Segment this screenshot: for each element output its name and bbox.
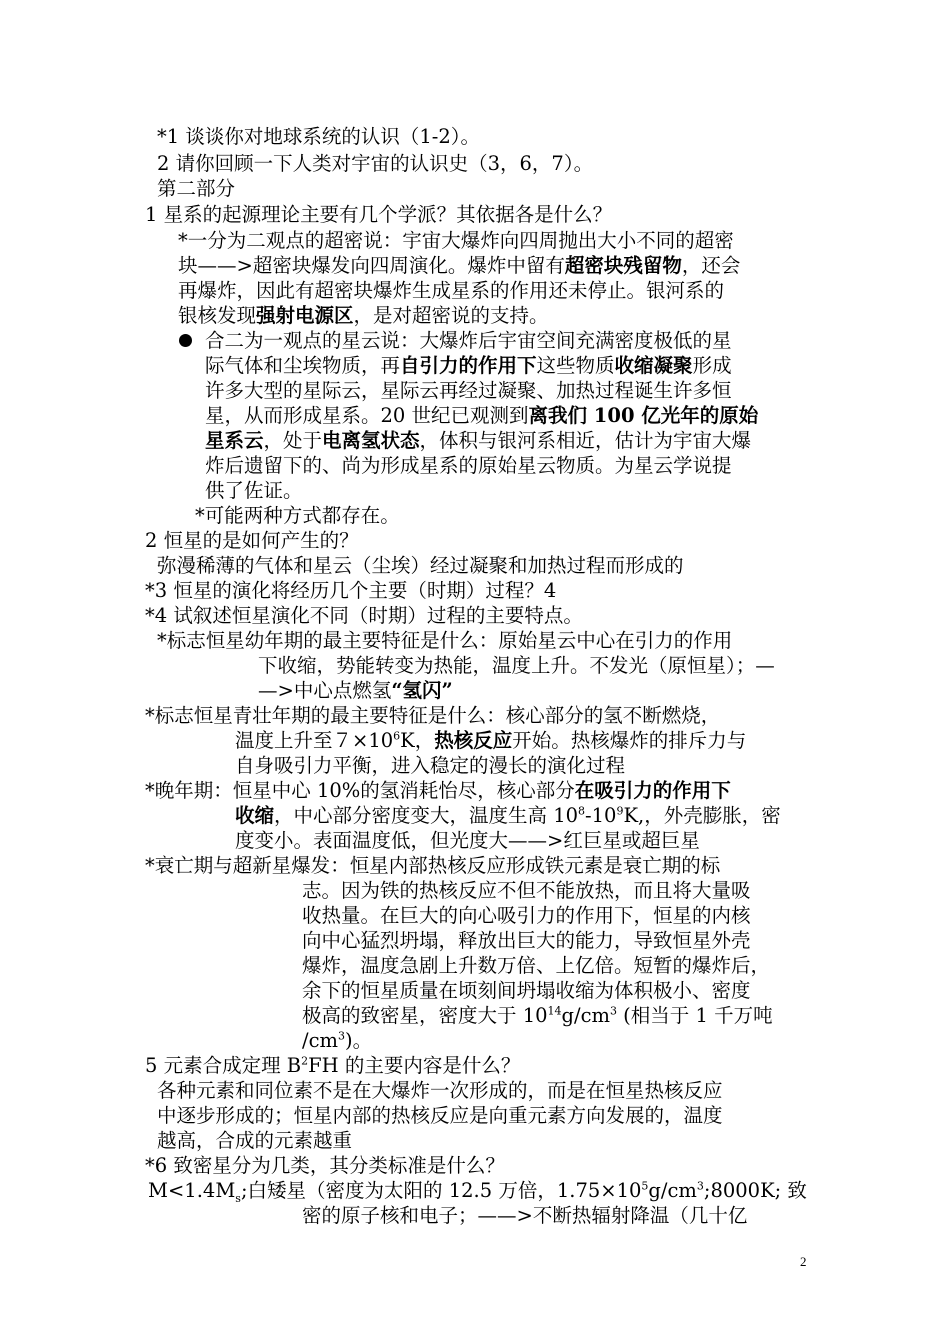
superscript: 3 — [696, 1179, 704, 1193]
bold-text: 在吸引力的作用下 — [574, 779, 731, 802]
text-run: ，是对超密说的支持。 — [353, 304, 549, 327]
bold-text: 自引力的作用下 — [400, 354, 537, 377]
text-line — [205, 453, 732, 478]
text-run: *3 恒星的演化将经历几个主要（时期）过程？4 — [145, 579, 557, 602]
text-line — [178, 253, 740, 278]
text-line — [157, 124, 480, 149]
text-run: *晚年期：恒星中心 10%的氢消耗怡尽，核心部分 — [145, 779, 575, 802]
superscript: 9 — [616, 804, 624, 818]
text-line — [195, 503, 400, 528]
text-run: ，中心部分密度变大，温度生高 10 — [274, 804, 579, 827]
text-run: )。 — [344, 1029, 373, 1052]
text-run: 第二部分 — [157, 177, 236, 200]
text-run: (相当于 1 千万吨 — [616, 1004, 773, 1027]
text-line — [235, 828, 700, 853]
bold-text: 热核反应 — [434, 729, 513, 752]
superscript: 3 — [337, 1029, 345, 1043]
text-run: 这些物质 — [536, 354, 615, 377]
text-line — [205, 478, 303, 503]
text-line — [157, 151, 593, 176]
bold-text: “氢闪” — [391, 679, 453, 702]
text-run: 收热量。在巨大的向心吸引力的作用下，恒星的内核 — [302, 904, 751, 927]
text-run: K， — [400, 729, 435, 752]
text-line — [157, 628, 732, 653]
text-run: K,，外壳膨胀，密 — [623, 804, 781, 827]
text-line — [302, 878, 751, 903]
text-run: 志。因为铁的热核反应不但不能放热，而且将大量吸 — [302, 879, 751, 902]
text-line — [178, 303, 549, 328]
superscript: 8 — [578, 804, 586, 818]
text-run: 极高的致密星，密度大于 10 — [302, 1004, 548, 1027]
bold-text: 星系云 — [205, 429, 264, 452]
text-line — [145, 603, 583, 628]
bold-text: 收缩凝聚 — [614, 354, 693, 377]
text-line — [145, 1053, 520, 1078]
text-line — [145, 528, 359, 553]
text-run: 银核发现 — [178, 304, 257, 327]
text-run: ，处于 — [263, 429, 323, 452]
text-run: *1 谈谈你对地球系统的认识（1-2）。 — [157, 125, 481, 148]
text-run: *标志恒星青壮年期的最主要特征是什么：核心部分的氢不断燃烧， — [145, 704, 721, 727]
superscript: 6 — [393, 729, 401, 743]
text-run: 中逐步形成的；恒星内部的热核反应是向重元素方向发展的，温度 — [157, 1104, 723, 1127]
text-line — [178, 228, 734, 253]
superscript: 3 — [609, 1004, 617, 1018]
text-line — [302, 903, 751, 928]
text-line — [302, 928, 751, 953]
text-line — [157, 176, 235, 201]
text-line — [157, 553, 684, 578]
text-line — [145, 578, 556, 603]
text-line — [235, 753, 625, 778]
text-run: 余下的恒星质量在顷刻间坍塌收缩为体积极小、密度 — [302, 979, 751, 1002]
text-line — [258, 678, 453, 703]
text-run: 2 请你回顾一下人类对宇宙的认识史（3，6，7）。 — [157, 152, 594, 175]
bold-text: 收缩 — [235, 804, 275, 827]
bold-text: 超密块残留物 — [564, 254, 682, 277]
bold-text: 电离氢状态 — [322, 429, 420, 452]
text-run: 度变小。表面温度低，但光度大——>红巨星或超巨星 — [235, 829, 700, 852]
text-line — [235, 728, 746, 753]
text-run: 5 元素合成定理 B — [145, 1054, 302, 1077]
superscript: 2 — [301, 1054, 309, 1068]
text-run: /cm — [302, 1029, 338, 1052]
text-line — [145, 1153, 505, 1178]
text-run: ，还会 — [681, 254, 741, 277]
text-line — [302, 1028, 372, 1053]
text-line — [205, 353, 732, 378]
text-run: 炸后遗留下的、尚为形成星系的原始星云物质。为星云学说提 — [205, 454, 732, 477]
superscript: 5 — [641, 1179, 649, 1193]
text-run: —>中心点燃氢 — [258, 679, 392, 702]
text-line — [148, 1178, 807, 1203]
text-run: *可能两种方式都存在。 — [195, 504, 400, 527]
text-line — [145, 778, 731, 803]
text-run: 越高，合成的元素越重 — [157, 1129, 353, 1152]
text-run: ;8000K; 致 — [703, 1179, 807, 1202]
text-line — [178, 278, 724, 303]
text-run: *4 试叙述恒星演化不同（时期）过程的主要特点。 — [145, 604, 583, 627]
text-run: 合二为一观点的星云说：大爆炸后宇宙空间充满密度极低的星 — [205, 329, 732, 352]
text-run: g/cm — [648, 1179, 697, 1202]
bullet-icon — [179, 334, 192, 347]
text-run: 爆炸，温度急剧上升数万倍、上亿倍。短暂的爆炸后， — [302, 954, 771, 977]
bold-text: 强射电源区 — [256, 304, 354, 327]
page-number: 2 — [800, 1254, 807, 1269]
text-run: 弥漫稀薄的气体和星云（尘埃）经过凝聚和加热过程而形成的 — [157, 554, 684, 577]
text-run: 向中心猛烈坍塌，释放出巨大的能力，导致恒星外壳 — [302, 929, 751, 952]
text-line — [205, 403, 758, 428]
text-run: 际气体和尘埃物质，再 — [205, 354, 401, 377]
text-run: *一分为二观点的超密说：宇宙大爆炸向四周抛出大小不同的超密 — [178, 229, 734, 252]
text-line — [157, 1128, 352, 1153]
text-line — [302, 978, 751, 1003]
text-run: 块——>超密块爆发向四周演化。爆炸中留有 — [178, 254, 565, 277]
text-run: 密的原子核和电子；——>不断热辐射降温（几十亿 — [302, 1204, 748, 1227]
text-run: -10 — [585, 804, 617, 827]
text-run: 星，从而形成星系。20 世纪已观测到 — [205, 404, 529, 427]
text-line — [205, 428, 751, 453]
text-run: 许多大型的星际云，星际云再经过凝聚、加热过程诞生许多恒 — [205, 379, 732, 402]
text-line — [145, 853, 720, 878]
text-line — [157, 1078, 723, 1103]
text-run: M<1.4M — [148, 1179, 236, 1202]
text-line — [302, 1203, 747, 1228]
text-run: FH 的主要内容是什么？ — [308, 1054, 521, 1077]
text-run: 1 星系的起源理论主要有几个学派？其依据各是什么？ — [145, 203, 613, 226]
text-line — [205, 378, 732, 403]
text-run: 供了佐证。 — [205, 479, 303, 502]
text-run: 开始。热核爆炸的排斥力与 — [512, 729, 747, 752]
bold-text: 离我们 100 亿光年的原始 — [528, 404, 759, 427]
text-line — [302, 1003, 773, 1028]
text-run: ;白矮星（密度为太阳的 12.5 万倍，1.75×10 — [240, 1179, 642, 1202]
text-line — [258, 653, 775, 678]
text-run: *6 致密星分为几类，其分类标准是什么？ — [145, 1154, 505, 1177]
text-line — [205, 328, 732, 353]
text-run: 温度上升至７×10 — [235, 729, 394, 752]
text-line — [145, 202, 612, 227]
text-line — [157, 1103, 723, 1128]
text-run: 再爆炸，因此有超密块爆炸生成星系的作用还未停止。银河系的 — [178, 279, 725, 302]
text-run: 形成 — [692, 354, 732, 377]
text-line — [235, 803, 781, 828]
text-run: 下收缩，势能转变为热能，温度上升。不发光（原恒星）；— — [258, 654, 775, 677]
text-run: 各种元素和同位素不是在大爆炸一次形成的，而是在恒星热核反应 — [157, 1079, 723, 1102]
text-run: *标志恒星幼年期的最主要特征是什么：原始星云中心在引力的作用 — [157, 629, 733, 652]
text-line — [302, 953, 770, 978]
text-run: 自身吸引力平衡，进入稳定的漫长的演化过程 — [235, 754, 626, 777]
text-run: 2 恒星的是如何产生的？ — [145, 529, 359, 552]
superscript: 14 — [547, 1004, 562, 1018]
text-run: ，体积与银河系相近，估计为宇宙大爆 — [419, 429, 752, 452]
text-line — [145, 703, 720, 728]
text-run: g/cm — [561, 1004, 610, 1027]
subscript: s — [235, 1191, 241, 1205]
text-run: *衰亡期与超新星爆发：恒星内部热核反应形成铁元素是衰亡期的标 — [145, 854, 721, 877]
